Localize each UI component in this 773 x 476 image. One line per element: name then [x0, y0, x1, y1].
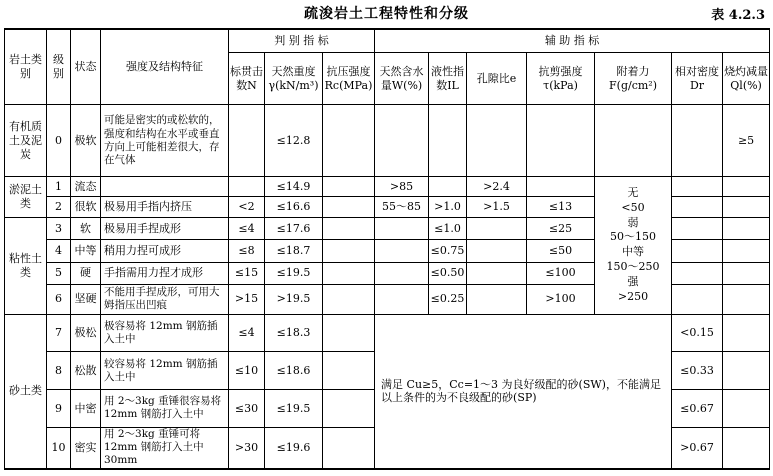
cell-shear: ≤50 — [527, 240, 595, 262]
cell-strength: 极易用手指内挤压 — [101, 197, 229, 217]
group-mud: 淤泥土类 — [5, 176, 47, 217]
cell-void-ratio — [467, 217, 527, 239]
cell-liquidity — [429, 105, 467, 176]
cell-strength: 手指需用力捏才成形 — [101, 262, 229, 284]
cell-shear: ≤13 — [527, 197, 595, 217]
cell-state: 硬 — [71, 262, 101, 284]
header-adhesion: 附着力F(g/cm²) — [595, 53, 672, 105]
cell-spt: ≤15 — [229, 262, 265, 284]
cell-burn-loss — [723, 176, 770, 196]
cell-spt: >30 — [229, 427, 265, 469]
cell-density: ≤0.67 — [672, 390, 723, 428]
cell-shear — [527, 176, 595, 196]
cell-burn-loss — [723, 217, 770, 239]
header-soil-class: 岩土类别 — [5, 29, 47, 105]
cell-compressive — [323, 197, 375, 217]
cell-state: 中密 — [71, 390, 101, 428]
cell-state: 很软 — [71, 197, 101, 217]
cell-compressive — [323, 217, 375, 239]
cell-spt: ≤4 — [229, 217, 265, 239]
cell-water-content — [375, 284, 429, 314]
cell-density — [672, 262, 723, 284]
cell-compressive — [323, 176, 375, 196]
page-title: 疏浚岩土工程特性和分级 — [304, 6, 469, 22]
header-strength: 强度及结构特征 — [101, 29, 229, 105]
cell-water-content — [375, 105, 429, 176]
cell-density — [672, 105, 723, 176]
cell-density: <0.15 — [672, 314, 723, 352]
group-sand: 砂土类 — [5, 314, 47, 469]
cell-compressive — [323, 240, 375, 262]
cell-state: 坚硬 — [71, 284, 101, 314]
cell-void-ratio — [467, 240, 527, 262]
cell-grade: 3 — [47, 217, 71, 239]
cell-void-ratio: >2.4 — [467, 176, 527, 196]
cell-unit-weight: ≤19.5 — [265, 262, 323, 284]
cell-shear: >100 — [527, 284, 595, 314]
cell-grade: 4 — [47, 240, 71, 262]
cell-water-content — [375, 217, 429, 239]
cell-water-content: >85 — [375, 176, 429, 196]
cell-water-content: 55～85 — [375, 197, 429, 217]
cell-strength: 较容易将 12mm 钢筋插入土中 — [101, 352, 229, 390]
header-shear: 抗剪强度τ(kPa) — [527, 53, 595, 105]
cell-adhesion-merged: 无 <50 弱 50～150 中等 150～250 强 >250 — [595, 176, 672, 314]
cell-compressive — [323, 314, 375, 352]
cell-strength: 可能是密实的或松软的，强度和结构在水平或垂直方向上可能相差很大，存在气体 — [101, 105, 229, 176]
cell-burn-loss — [723, 352, 770, 390]
header-liquidity: 液性指数IL — [429, 53, 467, 105]
cell-spt: ≤10 — [229, 352, 265, 390]
cell-strength — [101, 176, 229, 196]
cell-void-ratio — [467, 262, 527, 284]
cell-spt — [229, 105, 265, 176]
cell-grade: 10 — [47, 427, 71, 469]
cell-shear: ≤100 — [527, 262, 595, 284]
cell-unit-weight: ≤16.6 — [265, 197, 323, 217]
cell-state: 流态 — [71, 176, 101, 196]
cell-burn-loss — [723, 390, 770, 428]
cell-compressive — [323, 284, 375, 314]
cell-burn-loss: ≥5 — [723, 105, 770, 176]
cell-liquidity: ≤0.25 — [429, 284, 467, 314]
cell-unit-weight: >19.5 — [265, 284, 323, 314]
cell-unit-weight: ≤18.6 — [265, 352, 323, 390]
cell-spt: ≤4 — [229, 314, 265, 352]
cell-burn-loss — [723, 284, 770, 314]
cell-strength: 用 2～3kg 重锤可将 12mm 钢筋打入土中 30mm — [101, 427, 229, 469]
cell-state: 中等 — [71, 240, 101, 262]
header-compressive: 抗压强度Rc(MPa) — [323, 53, 375, 105]
cell-grade: 6 — [47, 284, 71, 314]
cell-density — [672, 217, 723, 239]
table-id: 表 4.2.3 — [711, 8, 765, 23]
cell-state: 极松 — [71, 314, 101, 352]
cell-grade: 2 — [47, 197, 71, 217]
cell-burn-loss — [723, 240, 770, 262]
cell-unit-weight: ≤18.7 — [265, 240, 323, 262]
cell-burn-loss — [723, 197, 770, 217]
cell-strength: 不能用手捏成形，可用大姆指压出凹痕 — [101, 284, 229, 314]
cell-state: 松散 — [71, 352, 101, 390]
cell-compressive — [323, 390, 375, 428]
cell-state: 密实 — [71, 427, 101, 469]
header-grade: 级别 — [47, 29, 71, 105]
cell-density — [672, 197, 723, 217]
cell-grade: 0 — [47, 105, 71, 176]
cell-void-ratio: >1.5 — [467, 197, 527, 217]
cell-grade: 8 — [47, 352, 71, 390]
cell-state: 软 — [71, 217, 101, 239]
cell-unit-weight: ≤18.3 — [265, 314, 323, 352]
header-auxiliary-group: 辅 助 指 标 — [375, 29, 770, 53]
cell-spt: ≤8 — [229, 240, 265, 262]
cell-compressive — [323, 352, 375, 390]
group-organic: 有机质土及泥炭 — [5, 105, 47, 176]
cell-spt: ≤30 — [229, 390, 265, 428]
cell-strength: 极易用手捏成形 — [101, 217, 229, 239]
header-burn-loss: 烧灼减量Ql(%) — [723, 53, 770, 105]
cell-burn-loss — [723, 427, 770, 469]
cell-burn-loss — [723, 314, 770, 352]
cell-compressive — [323, 262, 375, 284]
cell-liquidity: ≤0.50 — [429, 262, 467, 284]
cell-unit-weight: ≤19.5 — [265, 390, 323, 428]
cell-density: >0.67 — [672, 427, 723, 469]
cell-liquidity — [429, 176, 467, 196]
header-void-ratio: 孔隙比e — [467, 53, 527, 105]
group-clay: 粘性土类 — [5, 217, 47, 314]
cell-spt — [229, 176, 265, 196]
header-unit-weight: 天然重度γ(kN/m³) — [265, 53, 323, 105]
cell-shear — [527, 105, 595, 176]
cell-water-content — [375, 240, 429, 262]
cell-liquidity: ≤1.0 — [429, 217, 467, 239]
cell-spt: >15 — [229, 284, 265, 314]
cell-spt: <2 — [229, 197, 265, 217]
cell-compressive — [323, 427, 375, 469]
cell-grade: 7 — [47, 314, 71, 352]
table-row — [5, 314, 770, 352]
cell-unit-weight: ≤17.6 — [265, 217, 323, 239]
cell-compressive — [323, 105, 375, 176]
cell-strength: 用 2～3kg 重锤很容易将 12mm 钢筋打入土中 — [101, 390, 229, 428]
cell-density: ≤0.33 — [672, 352, 723, 390]
cell-unit-weight: ≤14.9 — [265, 176, 323, 196]
cell-adhesion — [595, 105, 672, 176]
cell-void-ratio — [467, 105, 527, 176]
soil-classification-table — [4, 28, 770, 470]
cell-density — [672, 240, 723, 262]
cell-unit-weight: ≤12.8 — [265, 105, 323, 176]
cell-unit-weight: ≤19.6 — [265, 427, 323, 469]
cell-burn-loss — [723, 262, 770, 284]
cell-strength: 稍用力捏可成形 — [101, 240, 229, 262]
table-row — [5, 105, 770, 176]
header-discriminant-group: 判 别 指 标 — [229, 29, 375, 53]
cell-density — [672, 284, 723, 314]
table-row — [5, 176, 770, 196]
cell-grade: 5 — [47, 262, 71, 284]
cell-liquidity: >1.0 — [429, 197, 467, 217]
cell-water-content — [375, 262, 429, 284]
header-state: 状态 — [71, 29, 101, 105]
cell-grade: 1 — [47, 176, 71, 196]
cell-void-ratio — [467, 284, 527, 314]
cell-grade: 9 — [47, 390, 71, 428]
cell-liquidity: ≤0.75 — [429, 240, 467, 262]
header-spt: 标贯击数N — [229, 53, 265, 105]
cell-density — [672, 176, 723, 196]
cell-shear: ≤25 — [527, 217, 595, 239]
cell-strength: 极容易将 12mm 钢筋插入土中 — [101, 314, 229, 352]
header-water-content: 天然含水量W(%) — [375, 53, 429, 105]
sand-gradation-note: 满足 Cu≥5，Cc=1～3 为良好级配的砂(SW)，不能满足以上条件的为不良级配的砂(SP) — [375, 314, 672, 469]
header-density: 相对密度Dr — [672, 53, 723, 105]
cell-state: 极软 — [71, 105, 101, 176]
